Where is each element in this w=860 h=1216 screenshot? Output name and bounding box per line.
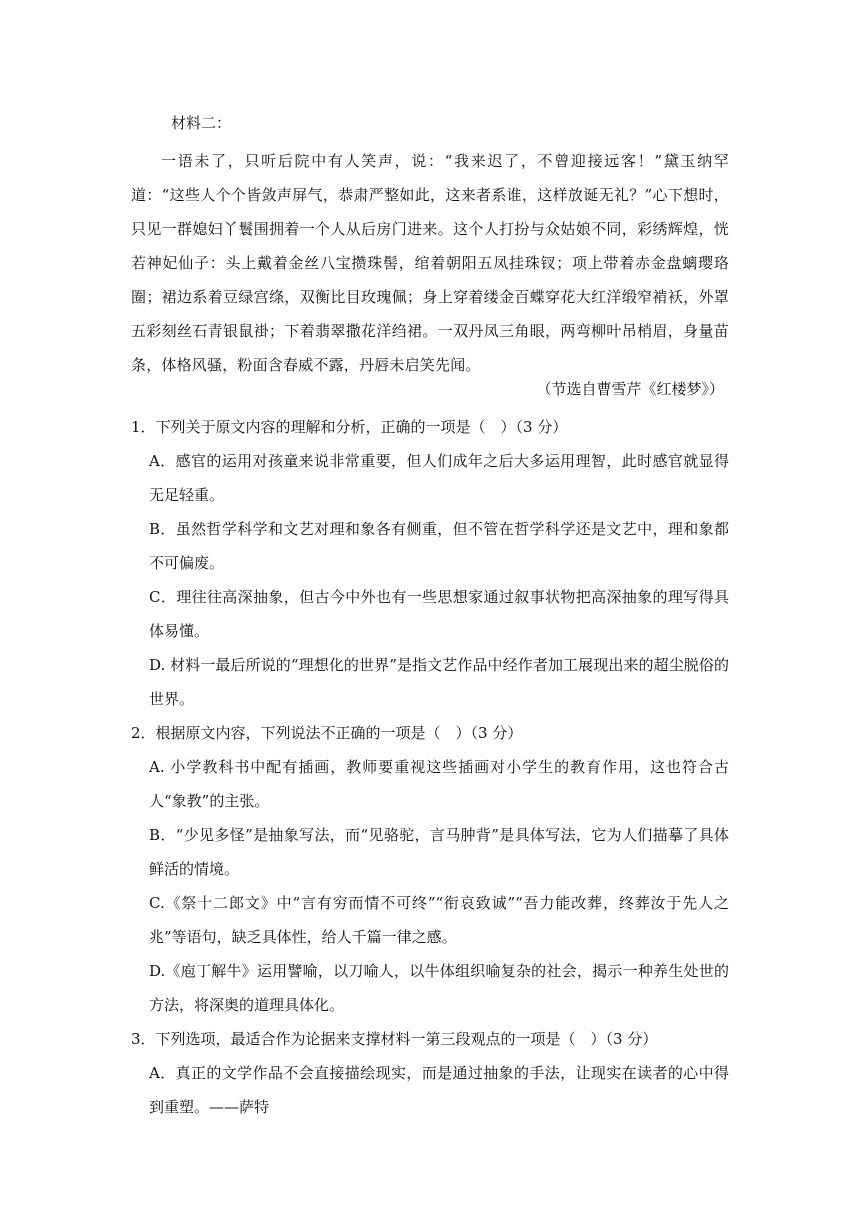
option-d: D. 材料一最后所说的“理想化的世界”是指文艺作品中经作者加工展现出来的超尘脱俗的世界。 bbox=[149, 656, 729, 708]
material-passage bbox=[131, 144, 729, 382]
question-stem: 3．下列选项，最适合作为论据来支撑材料一第三段观点的一项是（ ）（3 分） bbox=[131, 1030, 658, 1048]
question-2 bbox=[131, 716, 729, 1022]
option-c: C．理往往高深抽象，但古今中外也有一些思想家通过叙事状物把高深抽象的理写得具体易懂。 bbox=[149, 588, 729, 640]
option-a: A．感官的运用对孩童来说非常重要，但人们成年之后大多运用理智，此时感官就显得无足轻重。 bbox=[149, 452, 729, 504]
question-3 bbox=[131, 1022, 729, 1124]
passage-source: （节选自曹雪芹《红楼梦》） bbox=[536, 380, 724, 398]
option-d: D.《庖丁解牛》运用譬喻，以刀喻人，以牛体组织喻复杂的社会，揭示一种养生处世的方法，将深奥的道理具体化。 bbox=[149, 962, 729, 1014]
option-a: A．真正的文学作品不会直接描绘现实，而是通过抽象的手法，让现实在读者的心中得到重塑。——萨特 bbox=[149, 1064, 729, 1116]
option-c: C.《祭十二郎文》中“言有穷而情不可终”“衔哀致诚”“吾力能改葬，终葬汝于先人之兆”等语句，缺乏具体性，给人千篇一律之感。 bbox=[149, 894, 729, 946]
question-stem: 1．下列关于原文内容的理解和分析，正确的一项是（ ）（3 分） bbox=[131, 418, 568, 436]
option-b: B．虽然哲学科学和文艺对理和象各有侧重，但不管在哲学科学还是文艺中，理和象都不可偏废。 bbox=[149, 520, 729, 572]
passage-paragraph: 一语未了，只听后院中有人笑声，说：“我来迟了，不曾迎接远客！”黛玉纳罕道：“这些人个个皆敛声屏气，恭肃严整如此，这来者系谁，这样放诞无礼？”心下想时，只见一群媳妇丫鬟围拥着一个人从后房门进来。这个人打扮与众姑娘不同，彩绣辉煌，恍若神妃仙子：头上戴着金丝八宝攒珠髻，绾着朝阳五凤挂珠钗；项上带着赤金盘螭璎珞圈；裙边系着豆绿宫绦，双衡比目玫瑰佩；身上穿着缕金百蝶穿花大红洋缎窄褃袄，外罩五彩刻丝石青银鼠褂；下着翡翠撒花洋绉裙。一双丹凤三角眼，两弯柳叶吊梢眉，身量苗条，体格风骚，粉面含春威不露，丹唇未启笑先闻。 bbox=[131, 152, 729, 374]
question-list bbox=[131, 410, 729, 1124]
question-stem: 2．根据原文内容，下列说法不正确的一项是（ ）（3 分） bbox=[131, 724, 523, 742]
option-a: A. 小学教科书中配有插画，教师要重视这些插画对小学生的教育作用，这也符合古人“象教”的主张。 bbox=[149, 758, 729, 810]
option-b: B．“少见多怪”是抽象写法，而“见骆驼，言马肿背”是具体写法，它为人们描摹了具体鲜活的情境。 bbox=[149, 826, 729, 878]
material-heading: 材料二： bbox=[171, 114, 232, 132]
question-1 bbox=[131, 410, 729, 716]
